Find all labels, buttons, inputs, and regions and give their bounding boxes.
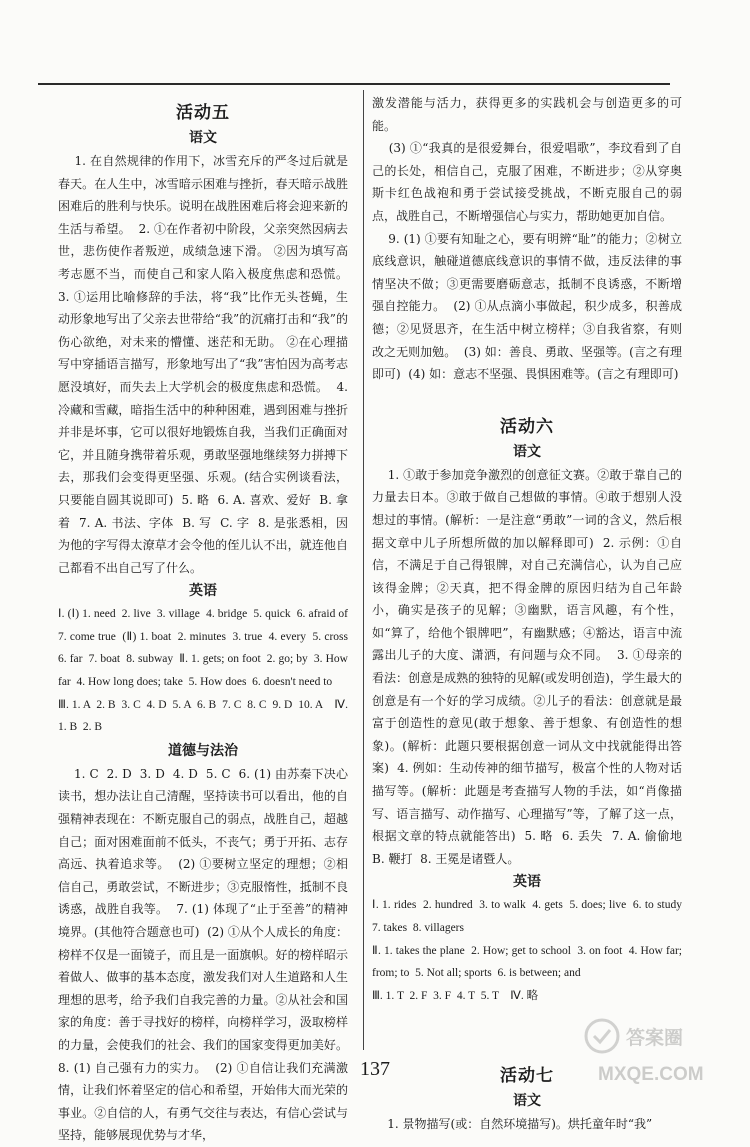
top-rule bbox=[38, 83, 670, 85]
morality-heading: 道德与法治 bbox=[168, 742, 238, 759]
chinese-heading-7: 语文 bbox=[513, 1093, 541, 1110]
left-column bbox=[58, 92, 356, 1147]
english-6-line3: Ⅲ. 1. T 2. F 3. F 4. T 5. T Ⅳ. 略 bbox=[372, 989, 539, 1002]
english-answers-part1: Ⅰ. (Ⅰ) 1. need 2. live 3. village 4. bridge 5. quick 6. afraid of 7. come true (Ⅱ) 1. boat 2. minutes 3. true 4. every 5. cross 6. far 7. boat 8. subway Ⅱ. 1. gets; on foot 2. go; by 3. How far 4. How long does; take 5. How does 6. doesn't need to bbox=[58, 608, 354, 689]
svg-text:MXQE.COM: MXQE.COM bbox=[598, 1064, 704, 1085]
continuation-item-3: (3) ①“我真的是很爱舞台，很爱唱歌”，李玟看到了自己的长处，相信自己，克服了困难，不断进步；②从穿奥斯卡红色战袍和勇于尝试接受挑战，不断克服自己的弱点，战胜自己，不断增强信心与实力，帮助她更加自信。 bbox=[372, 141, 682, 223]
continuation-item-9: 9. (1) ①要有知耻之心，要有明辨“耻”的能力；②树立底线意识，触碰道德底线意识的事情不做，违反法律的事情坚决不做；③更需要磨砺意志，抵制不良诱惑，不断增强自控能力。 (2) ①从点滴小事做起，积少成多，积善成德；②见贤思齐，在生活中树立榜样；③自我省察，有则改之无则加勉。 (3) 如：善良、勇敢、坚强等。(言之有理即可) (4) 如：意志不坚强、畏惧困难等。(言之有理即可) bbox=[372, 231, 682, 382]
morality-answers: 1. C 2. D 3. D 4. D 5. C 6. (1) 由苏秦下决心读书，想办法让自己清醒，坚持读书可以看出，他的自强精神表现在：不断克服自己的弱点，战胜自己，超越自己；面对困难面前不低头，不丧气；勇于开拓、志存高远、执着追求等。 (2) ①要树立坚定的理想；②相信自己，勇敢尝试，不断进步；③克服惰性，抵制不良诱惑，战胜自我等。 7. (1) 体现了“止于至善”的精神境界。(其他符合题意也可) (2) ①从个人成长的角度：榜样不仅是一面镜子，而且是一面旗帜。好的榜样昭示着做人、做事的基本态度，激发我们对人生道路和人生理想的思考，给予我们自我完善的力量。②从社会和国家的角度：善于寻找好的榜样，向榜样学习，汲取榜样的力量，会使我们的社会、我们的国家变得更加美好。 8. (1) 自己强有力的实力。 (2) ①自信让我们充满激情，让我们怀着坚定的信心和希望，开始伟大而光荣的事业。②自信的人，有勇气交往与表达，有信心尝试与坚持，能够展现优势与才华， bbox=[58, 766, 356, 1143]
chinese-heading-6: 语文 bbox=[513, 443, 541, 460]
column-divider bbox=[363, 90, 364, 1050]
activity-six-title: 活动六 bbox=[500, 416, 554, 437]
right-column bbox=[372, 92, 690, 1136]
chinese-answers-6: 1. ①敢于参加竞争激烈的创意征文赛。②敢于靠自己的力量去日本。③敢于做自己想做的事情。④敢于想别人没想过的事情。(解析：一是注意“勇敢”一词的含义，然后根据文章中儿子所想所做的加以解释即可) 2. 示例：①自信，不满足于自己得银牌，对自己充满信心，认为自己应该得金牌；②天真，把不得金牌的原因归结为自己年龄小，确实是孩子的见解；③幽默，语言风趣，有个性，如“算了，给他个银牌吧”，有幽默感；④豁达，语言中流露出儿子的大度、潇洒，有问题与众不同。 3. ①母亲的看法：创意是成熟的独特的见解(或发明创造)，学生最大的创意是有一个好的学习成绩。②儿子的看法：创意就是最富于创造性的意见(敢于想象、善于想象、有创造性的想象)。(解析：此题只要根据创意一词从文中找就能得出答案) 4. 例如：生动传神的细节描写，极富个性的人物对话描写等。(解析：此题是考查描写人物的手法，如“肖像描写、语言描写、动作描写、心理描写”等，了解了这一点，根据文章的特点就能答出) 5. 略 6. 丢失 7. A. 偷偷地 B. 鞭打 8. 王冕是诸暨人。 bbox=[372, 467, 690, 866]
chinese-answers-7: 1. 景物描写(或：自然环境描写)。烘托童年时“我” bbox=[372, 1117, 653, 1132]
english-6-line2: Ⅱ. 1. takes the plane 2. How; get to school 3. on foot 4. How far; from; to 5. Not all; sports 6. is between; and bbox=[372, 944, 685, 980]
english-heading: 英语 bbox=[189, 583, 217, 600]
watermark-logo bbox=[580, 1014, 730, 1092]
chinese-heading: 语文 bbox=[189, 130, 217, 146]
english-answers-part2: Ⅲ. 1. A 2. B 3. C 4. D 5. A 6. B 7. C 8. C 9. D 10. A Ⅳ. 1. B 2. B bbox=[58, 698, 351, 734]
english-6-line1: Ⅰ. 1. rides 2. hundred 3. to walk 4. gets 5. does; live 6. to study 7. takes 8. villagers bbox=[372, 899, 688, 934]
svg-text:答案圈: 答案圈 bbox=[626, 1028, 684, 1049]
activity-seven-title: 活动七 bbox=[500, 1066, 554, 1087]
activity-five-title: 活动五 bbox=[176, 103, 230, 123]
english-heading-6: 英语 bbox=[513, 874, 541, 891]
continuation-line: 激发潜能与活力，获得更多的实践机会与创造更多的可能。 bbox=[372, 96, 682, 133]
chinese-answers: 1. 在自然规律的作用下，冰雪充斥的严冬过后就是春天。在人生中，冰雪暗示困难与挫折，春天暗示战胜困难后的胜利与快乐。说明在战胜困难后将会迎来新的生活与希望。 2. ①在作者初中阶段，父亲突然因病去世，悲伤使作者叛逆，成绩急速下滑。 ②因为填写高考志愿不当，而使自己和家人陷入极度焦虑和恐慌。 3. ①运用比喻修辞的手法，将“我”比作无头苍蝇，生动形象地写出了父亲去世带给“我”的沉痛打击和“我”的伤心欲绝，对未来的懵懂、迷茫和无助。 ②在心理描写中穿插语言描写，形象地写出了“我”害怕因为高考志愿没填好，而失去上大学机会的极度焦虑和恐慌。 4. 冷藏和雪藏，暗指生活中的种种困难，遇到困难与挫折并非是坏事，它可以很好地锻炼自我，当我们正确面对它，并且随身携带着乐观，勇敢坚强地继续努力拼搏下去，那我们会变得更坚强、乐观。(结合实例谈看法，只要能自圆其说即可) 5. 略 6. A. 喜欢、爱好 B. 拿着 7. A. 书法、字体 B. 写 C. 字 8. 是张悉相，因为他的字写得太潦草才会令他的侄儿认不出，就连他自己都看不出自己写了什么。 bbox=[58, 154, 356, 575]
page-number: 137 bbox=[360, 1058, 390, 1080]
